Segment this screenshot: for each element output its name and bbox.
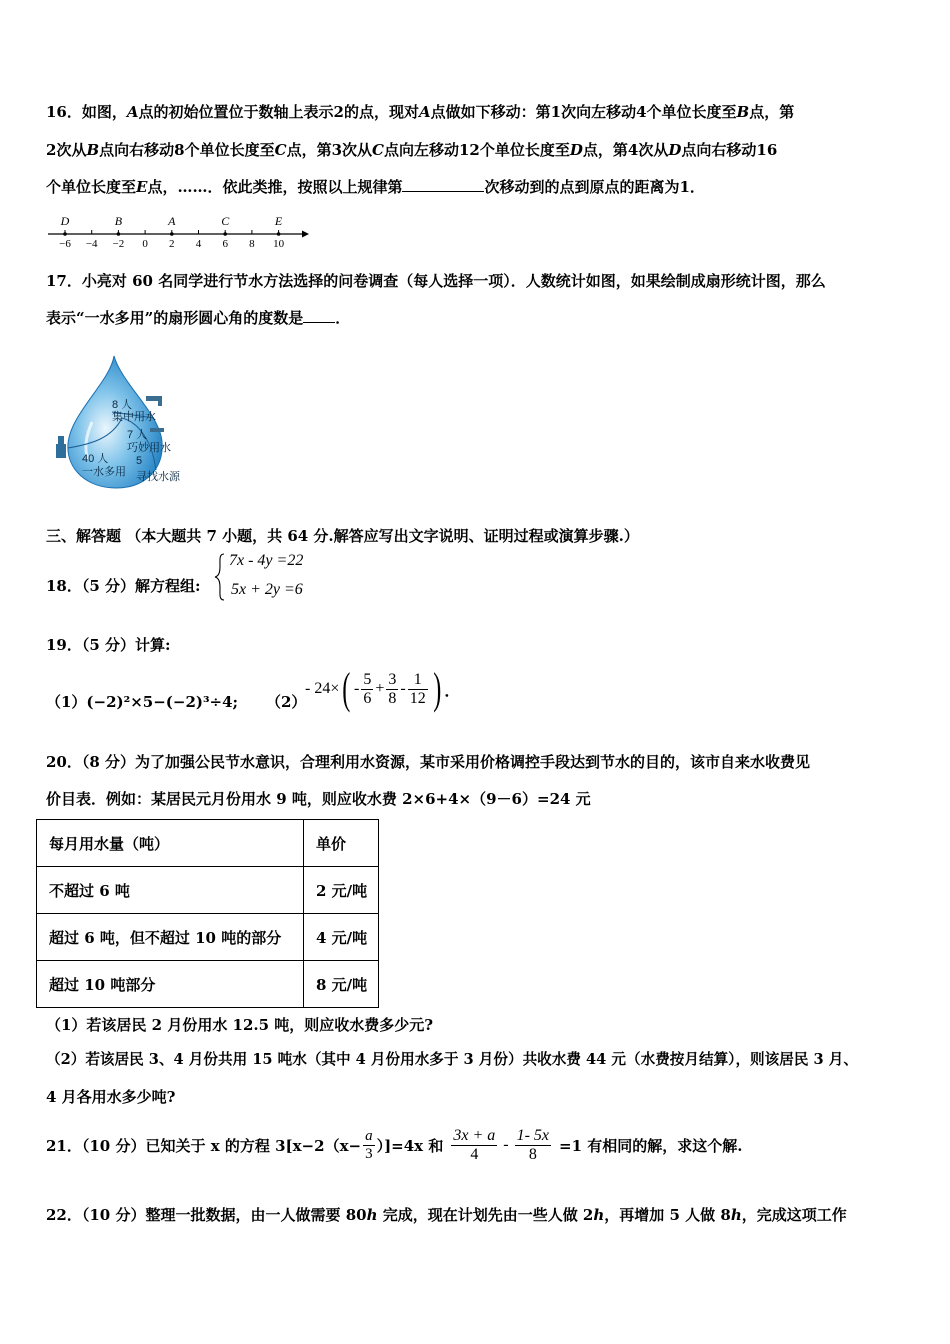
axis-tick-label: 0 [142,238,148,250]
section-3-heading: 三、解答题 （本大题共 7 小题，共 64 分.解答应写出文字说明、证明过程或演算步骤.） [46,527,639,545]
q18-label: 18．（5 分）解方程组: [46,577,201,595]
drop-label-8: 8 人 [112,399,133,411]
axis-point-label: A [168,214,176,228]
table-row [37,867,379,914]
table-cell: 8 元/吨 [304,961,379,1008]
axis-point-label: B [114,214,123,228]
axis-tick-label: 10 [273,238,285,250]
q18-equation-2: 5x + 2y =6 [231,581,303,598]
fraction-3-8: $\frac{3}{8}$ [388,670,397,707]
q18-equation-1: 7x - 4y =22 [229,552,304,569]
drop-label-5: 5 [136,455,143,467]
axis-point [63,232,67,236]
axis-point [170,232,174,236]
table-header-row [37,820,379,867]
table-cell: 超过 6 吨，但不超过 10 吨的部分 [37,914,304,961]
q19-label: 19．（5 分）计算: [46,636,171,654]
table-cell: 4 元/吨 [304,914,379,961]
axis-point-label: D [60,214,70,228]
axis-tick-label: 4 [195,238,202,250]
axis-point [117,232,121,236]
q17-line-1: 17．小亮对 60 名同学进行节水方法选择的问卷调查（每人选择一项）．人数统计如图，如果绘制成扇形统计图，那么 [46,272,826,290]
fraction-a-3: $\frac{a}{3}$ [365,1127,373,1162]
table-header-cell: 每月用水量（吨） [37,820,304,867]
axis-point-label: E [274,214,283,228]
fraction-1-12: $\frac{1}{12}$ [409,670,426,707]
axis-tick-label: −6 [59,238,71,250]
drop-label-find-source: 寻找水源 [136,471,180,483]
number-line [44,210,314,252]
drop-label-7: 7 人 [127,429,148,441]
q21-line: 21．（10 分）已知关于 x 的方程 3[x−2（x− $\frac{a}{3}$ ）]=4x 和 $\frac{3x + a}{4}$ - $\frac{1- 5x}{8}$ =1 有相同的解，求这个解. [46,1126,743,1163]
answer-blank-16[interactable] [402,177,484,192]
q19-part-1: （1）(−2)²×5−(−2)³÷4; [46,693,239,711]
q20-line-2: 价目表．例如：某居民元月份用水 9 吨，则应收水费 2×6+4×（9－6）=24 元 [46,790,591,808]
axis-tick-label: −4 [85,238,98,250]
number-line-points [60,214,283,236]
answer-blank-17[interactable] [303,308,335,323]
table-header-cell: 单价 [304,820,379,867]
drop-label-multi-use: 一水多用 [82,466,126,478]
q20-sub-2-line-2: 4 月各用水多少吨? [46,1088,176,1106]
axis-tick-label: 2 [169,238,175,250]
table-row [37,961,379,1008]
q16-line-1: 16．如图，A点的初始位置位于数轴上表示2的点，现对A点做如下移动：第1次向左移动4个单位长度至B点，第 [46,103,795,121]
table-cell: 超过 10 吨部分 [37,961,304,1008]
q16-line-3: 个单位长度至E点，……．依此类推，按照以上规律第 次移动到的点到原点的距离为1． [46,178,705,196]
fraction-5-6: $\frac{5}{6}$ [363,670,372,707]
axis-tick-label: −2 [112,238,125,250]
axis-point-label: C [221,214,230,228]
table-cell: 不超过 6 吨 [37,867,304,914]
paren-left: ( [342,664,351,713]
q20-line-1: 20．（8 分）为了加强公民节水意识，合理利用水资源，某市采用价格调控手段达到节水的目的，该市自来水收费见 [46,753,811,771]
drop-label-40: 40 人 [82,453,109,465]
paren-right: ) [433,664,442,713]
drop-label-clever: 巧妙用水 [127,442,171,454]
axis-point [223,232,227,236]
price-table [36,819,379,1008]
fraction-3x-plus-a-over-4: $\frac{3x + a}{4}$ [453,1126,496,1163]
table-row [37,914,379,961]
q17-line-2: 表示“一水多用”的扇形圆心角的度数是 ． [46,309,351,327]
axis-tick-label: 8 [249,238,255,250]
axis-point [277,232,281,236]
fraction-1-minus-5x-over-8: $\frac{1- 5x}{8}$ [516,1126,550,1163]
q20-sub-1: （1）若该居民 2 月份用水 12.5 吨，则应收水费多少元? [46,1016,434,1034]
q16-line-2: 2次从B点向右移动8个单位长度至C点，第3次从C点向左移动12个单位长度至D点，第4次从D点向右移动16 [46,141,778,159]
table-cell: 2 元/吨 [304,867,379,914]
q19-part-2-label: （2） [266,693,307,711]
axis-tick-label: 6 [222,238,228,250]
q22-line-1: 22．（10 分）整理一批数据，由一人做需要 80h 完成，现在计划先由一些人做 2h，再增加 5 人做 8h，完成这项工作 [46,1206,847,1224]
q19-part-2-expr: - 24× ( - $\frac{5}{6}$ + $\frac{3}{8}$ - $\frac{1}{12}$ ) ． [305,664,461,713]
drop-label-concentrate: 集中用水 [112,411,156,423]
brace-icon [214,552,226,602]
q20-sub-2-line-1: （2）若该居民 3、4 月份共用 15 吨水（其中 4 月份用水多于 3 月份）共收水费 44 元（水费按月结算），则该居民 3 月、 [46,1051,858,1068]
